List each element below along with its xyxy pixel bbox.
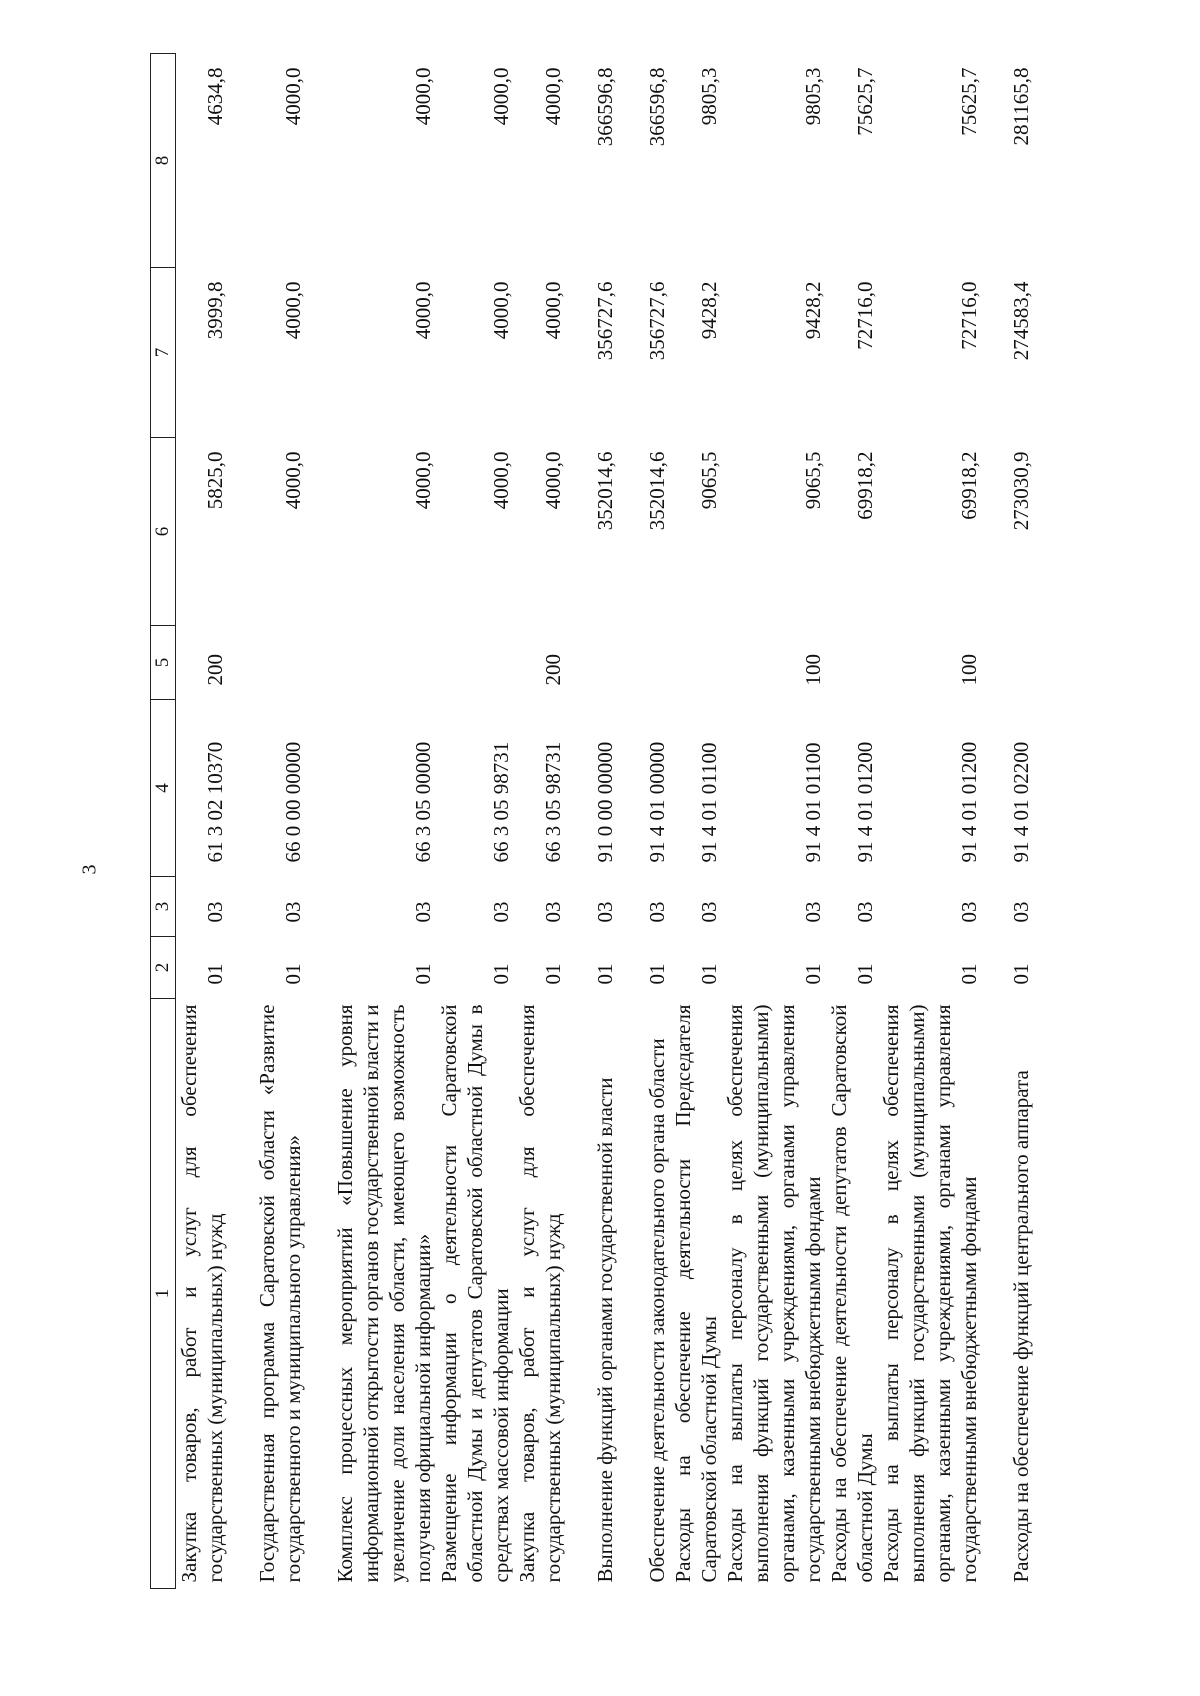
row-amount-2: 274583,4 [1009,281,1033,361]
table-row [670,54,722,1589]
table-row [566,54,618,1589]
row-target-code: 91 4 01 01100 [697,742,721,863]
row-amount-1: 352014,6 [645,451,669,531]
row-section: 01 [411,963,435,985]
table-body [176,54,1035,1589]
header-col-5: 5 [151,626,176,700]
row-section: 01 [957,963,981,985]
row-amount-1: 9065,5 [801,451,825,510]
row-section: 01 [541,963,565,985]
row-expense-type: 100 [957,654,981,686]
row-amount-1: 4000,0 [411,451,435,510]
table-row [436,54,514,1589]
row-section: 01 [1009,963,1033,985]
page-number: 3 [78,864,101,875]
row-amount-3: 4000,0 [411,67,435,126]
row-amount-3: 4634,8 [203,67,227,126]
row-amount-2: 4000,0 [411,281,435,340]
row-section: 01 [853,963,877,985]
row-amount-1: 69918,2 [853,451,877,520]
row-amount-2: 356727,6 [593,281,617,361]
row-name: Расходы на выплаты персоналу в целях обеспечения выполнения функций государственными (муниципальными) органами, казенными учреждениями, органами управления государственными внебюджетными фондами [723,1004,825,1583]
table-row [878,54,982,1589]
row-section: 01 [593,963,617,985]
row-subsection: 03 [411,901,435,923]
row-expense-type [618,626,670,700]
row-subsection: 03 [489,901,513,923]
row-target-code: 91 4 01 01100 [801,742,825,863]
row-amount-2: 72716,0 [853,281,877,350]
row-expense-type [566,626,618,700]
row-section: 01 [801,963,825,985]
row-target-code: 91 4 01 01200 [957,741,981,863]
row-subsection: 03 [645,901,669,923]
row-amount-2: 3999,8 [203,281,227,340]
row-amount-3: 75625,7 [957,67,981,136]
row-amount-3: 281165,8 [1009,67,1033,146]
row-section: 01 [697,963,721,985]
table-row [618,54,670,1589]
row-amount-3: 4000,0 [541,67,565,126]
row-subsection: 03 [801,901,825,923]
row-name: Расходы на обеспечение деятельности Председателя Саратовской областной Думы [671,1004,721,1583]
row-subsection: 03 [541,901,565,923]
row-expense-type: 200 [541,654,565,686]
row-amount-1: 5825,0 [203,451,227,510]
rotated-page-content [150,54,1085,1589]
row-amount-2: 356727,6 [645,281,669,361]
row-name: Обеспечение деятельности законодательного органа области [645,1038,669,1583]
row-target-code: 61 3 02 10370 [203,741,227,863]
row-amount-3: 366596,8 [593,67,617,147]
row-name: Комплекс процессных мероприятий «Повышение уровня информационной открытости органов государственной власти и увеличение доли населения области, имеющего возможность получения официальной информации» [333,1004,435,1583]
row-amount-3: 75625,7 [853,67,877,136]
row-amount-1: 352014,6 [593,451,617,531]
table-row [982,54,1034,1589]
row-amount-2: 4000,0 [489,281,513,340]
row-subsection: 03 [853,901,877,923]
row-amount-3: 366596,8 [645,67,669,147]
row-subsection: 03 [1009,901,1033,923]
table-header [151,54,176,1589]
table-row [826,54,878,1589]
table-row [514,54,566,1589]
row-amount-2: 9428,2 [801,281,825,340]
row-name: Расходы на обеспечение деятельности депутатов Саратовской областной Думы [827,1004,877,1583]
header-col-8: 8 [151,54,176,268]
row-amount-3: 9805,3 [801,67,825,126]
row-amount-3: 4000,0 [281,67,305,126]
row-amount-3: 9805,3 [697,67,721,126]
row-name: Размещение информации о деятельности Саратовской областной Думы и депутатов Саратовской областной Думы в средствах массовой информации [437,1004,513,1583]
row-amount-1: 273030,9 [1009,451,1033,531]
row-subsection: 03 [203,901,227,923]
row-name: Государственная программа Саратовской области «Развитие государственного и муниципального управления» [255,1004,305,1583]
header-col-6: 6 [151,438,176,626]
row-target-code: 91 4 01 00000 [645,741,669,863]
row-amount-3: 4000,0 [489,67,513,126]
table-row [306,54,436,1589]
table-row [228,54,306,1589]
row-target-code: 66 3 05 98731 [541,741,565,863]
row-amount-1: 4000,0 [489,451,513,510]
row-section: 01 [203,963,227,985]
row-amount-1: 4000,0 [281,451,305,510]
header-col-3: 3 [151,877,176,937]
row-amount-2: 72716,0 [957,281,981,350]
row-section: 01 [281,963,305,985]
row-target-code: 91 4 01 01200 [853,741,877,863]
table-row [722,54,826,1589]
budget-table [150,53,1034,1589]
row-target-code: 91 4 01 02200 [1009,741,1033,863]
row-section: 01 [645,963,669,985]
row-expense-type [306,626,436,700]
row-expense-type [670,626,722,700]
row-target-code: 91 0 00 00000 [593,741,617,863]
row-target-code: 66 3 05 98731 [489,741,513,863]
row-name: Закупка товаров, работ и услуг для обеспечения государственных (муниципальных) нужд [515,1004,565,1583]
row-subsection: 03 [957,901,981,923]
row-amount-2: 9428,2 [697,281,721,340]
row-name: Расходы на обеспечение функций центрального аппарата [1009,1070,1033,1583]
row-expense-type [436,626,514,700]
row-target-code: 66 0 00 00000 [281,741,305,863]
row-amount-2: 4000,0 [281,281,305,340]
row-amount-2: 4000,0 [541,281,565,340]
row-name: Выполнение функций органами государственной власти [593,1077,617,1583]
row-expense-type: 100 [801,654,825,686]
table-row [176,54,229,1589]
header-col-1: 1 [151,999,176,1589]
row-amount-1: 4000,0 [541,451,565,510]
header-col-4: 4 [151,700,176,877]
row-amount-1: 69918,2 [957,451,981,520]
row-section: 01 [489,963,513,985]
row-expense-type: 200 [203,654,227,686]
row-subsection: 03 [697,901,721,923]
row-name: Расходы на выплаты персоналу в целях обеспечения выполнения функций государственными (муниципальными) органами, казенными учреждениями, органами управления государственными внебюджетными фондами [879,1004,981,1583]
row-amount-1: 9065,5 [697,451,721,510]
header-col-2: 2 [151,937,176,999]
header-col-7: 7 [151,268,176,438]
row-expense-type [826,626,878,700]
row-subsection: 03 [281,901,305,923]
row-expense-type [228,626,306,700]
row-expense-type [982,626,1034,700]
row-subsection: 03 [593,901,617,923]
row-name: Закупка товаров, работ и услуг для обеспечения государственных (муниципальных) нужд [177,1004,227,1583]
row-target-code: 66 3 05 00000 [411,741,435,863]
